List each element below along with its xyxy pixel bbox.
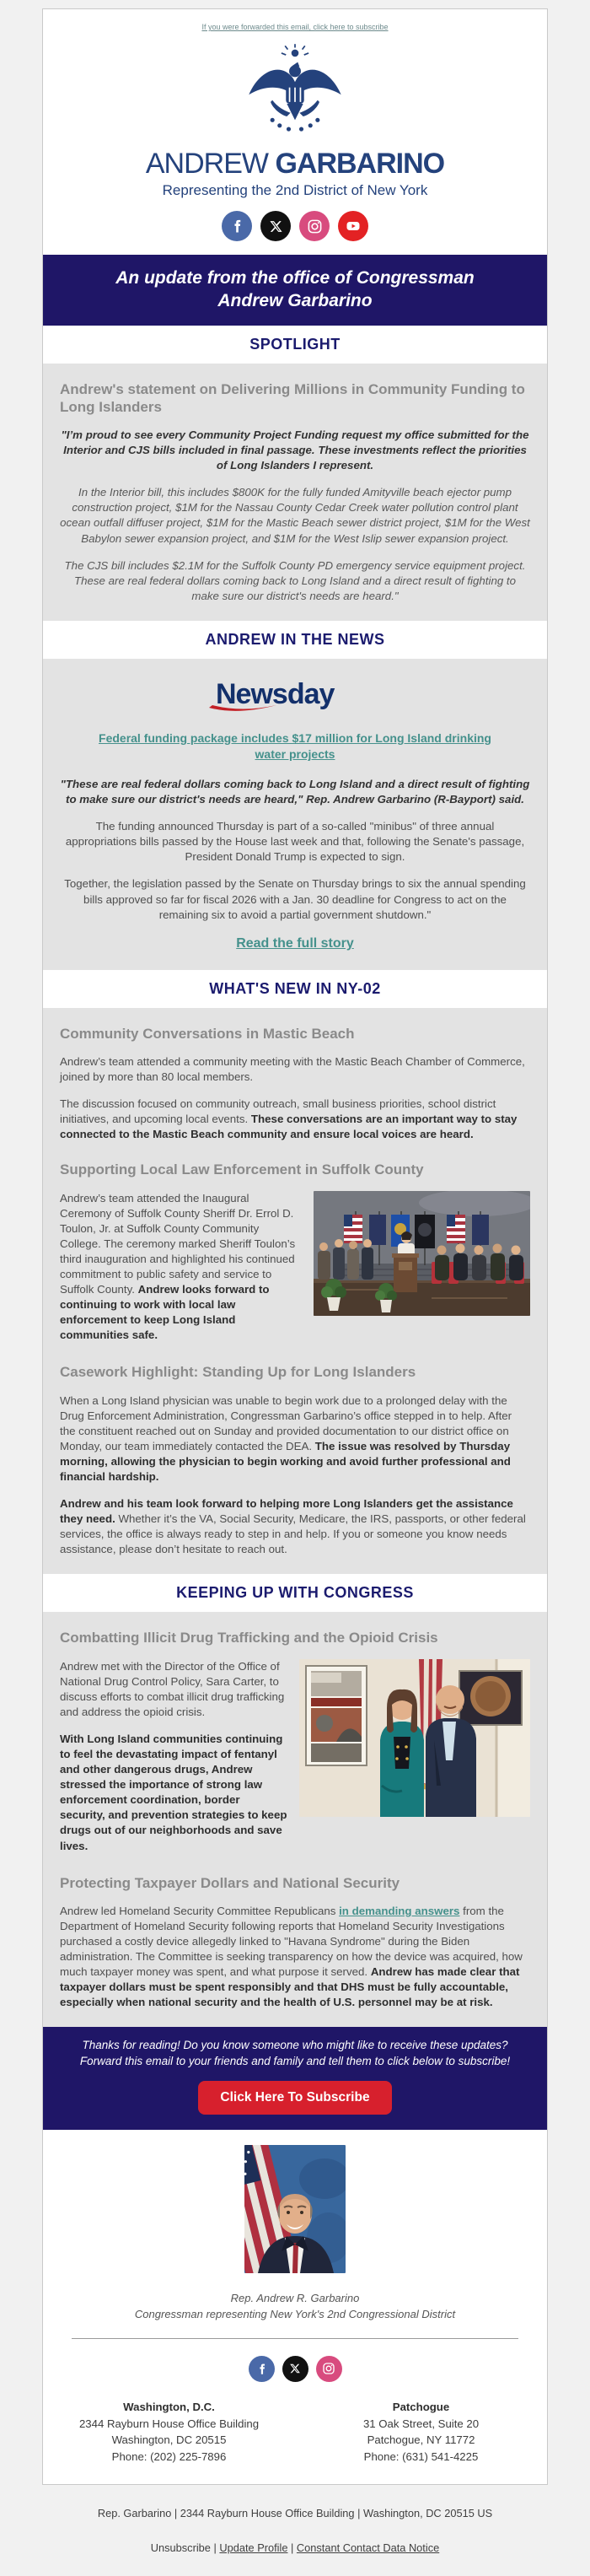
patchogue-office-title: Patchogue <box>392 2400 450 2413</box>
law-enforcement-paragraph <box>60 1191 302 1344</box>
legal-separator: | <box>213 2541 217 2555</box>
header-name-last: GARBARINO <box>275 148 445 180</box>
update-banner-line2: Andrew Garbarino <box>217 291 373 311</box>
portrait-photo <box>244 2145 346 2273</box>
taxpayer-paragraph <box>60 1904 530 2011</box>
great-seal-eagle-icon <box>245 127 345 142</box>
instagram-icon[interactable] <box>316 2356 342 2382</box>
thanks-message: Thanks for reading! Do you know someone who might like to receive these updates? Forward this email to your friends and family and tell them to click below to subscribe! <box>79 2039 511 2068</box>
x-twitter-icon[interactable] <box>260 211 291 241</box>
spotlight-quote: "I’m proud to see every Community Project Funding request my office submitted for the Interior and CJS bills included in final passage. These investments reflect the priorities of Long Islanders I represent. <box>61 428 529 472</box>
meeting-photo <box>299 1659 530 1817</box>
casework-paragraph-2 <box>60 1496 530 1557</box>
news-paragraph-2: Together, the legislation passed by the Senate on Thursday brings to six the annual spending bills approved so far for fiscal 2026 with a Jan. 30 deadline for Congress to act on the remaining six to avoid a partial government shutdown." <box>64 877 526 921</box>
news-quote: "These are real federal dollars coming back to Long Island and a direct result of fighting to make sure our district's needs are heard," Rep. Andrew Garbarino (R-Bayport) said. <box>60 778 530 806</box>
dc-office-title: Washington, D.C. <box>123 2400 215 2413</box>
mastic-p2-normal: The discussion focused on community outreach, small business priorities, school district initiatives, and upcoming local events. <box>60 1097 496 1126</box>
drug-heading: Combatting Illicit Drug Trafficking and the Opioid Crisis <box>60 1630 438 1646</box>
seal-wrap <box>43 37 547 143</box>
update-banner <box>43 255 547 326</box>
spotlight-paragraph-2: The CJS bill includes $2.1M for the Suffolk County PD emergency service equipment project. These are real federal dollars coming back to Long Island and a direct result of fighting to make sure our district's needs are heard." <box>64 558 526 602</box>
legal-separator: | <box>291 2541 294 2555</box>
dc-office-line2: Washington, DC 20515 <box>111 2433 227 2447</box>
footer-section <box>43 2130 547 2484</box>
casework-paragraph-1 <box>60 1393 530 1485</box>
portrait-caption-name: Rep. Andrew R. Garbarino <box>230 2292 360 2305</box>
mastic-paragraph-1: Andrew’s team attended a community meeting with the Mastic Beach Chamber of Commerce, joined by more than 80 local members. <box>60 1054 525 1084</box>
youtube-icon[interactable] <box>338 211 368 241</box>
taxpayer-heading: Protecting Taxpayer Dollars and National Security <box>60 1874 400 1891</box>
dc-office-phone: Phone: (202) 225-7896 <box>111 2450 227 2464</box>
svg-text:Newsday: Newsday <box>216 677 335 710</box>
header-tagline: Representing the 2nd District of New York <box>162 182 428 198</box>
facebook-icon[interactable] <box>249 2356 275 2382</box>
mastic-p2-bold: These conversations are an important way to stay connected to the Mastic Beach community and ensure local voices are heard. <box>60 1113 518 1141</box>
footer-social-row <box>43 2356 547 2382</box>
spotlight-section <box>43 364 547 621</box>
mastic-heading: Community Conversations in Mastic Beach <box>60 1025 355 1042</box>
drug-paragraph-1: Andrew met with the Director of the Office of National Drug Control Policy, Sara Carter, to discuss efforts to combat illicit drug trafficking and address the opioid crisis. <box>60 1659 285 1718</box>
congress-section <box>43 1612 547 2027</box>
band-congress <box>43 1574 547 1612</box>
law-enforcement-heading: Supporting Local Law Enforcement in Suffolk County <box>60 1161 424 1178</box>
drug-row <box>60 1659 530 1856</box>
legal-footer <box>0 2507 590 2554</box>
casework-p1-bold: The issue was resolved by Thursday morning, allowing the physician to begin working and avoid further professional and financial hardship. <box>60 1439 511 1483</box>
footer-divider <box>72 2338 518 2339</box>
drug-p2-bold: With Long Island communities continuing to feel the devastating impact of fentanyl and other dangerous drugs, Andrew stressed the importance of strong law enforcement coordination, border security, and prevention strategies to keep drugs out of our neighborhoods and save lives. <box>60 1732 287 1852</box>
spotlight-heading: Andrew's statement on Delivering Millions in Community Funding to Long Islanders <box>60 380 525 415</box>
office-addresses <box>43 2399 547 2466</box>
band-news <box>43 621 547 659</box>
casework-heading: Casework Highlight: Standing Up for Long Islanders <box>60 1364 416 1381</box>
band-news-label: ANDREW IN THE NEWS <box>205 630 385 648</box>
patchogue-office-line1: 31 Oak Street, Suite 20 <box>362 2417 480 2430</box>
forward-subscribe-link[interactable]: If you were forwarded this email, click here to subscribe <box>201 23 389 31</box>
header-name-first: ANDREW <box>145 148 268 180</box>
spotlight-paragraph-1: In the Interior bill, this includes $800K for the fully funded Amityville beach ejector pump construction project, $1M for the Nassau County Cedar Creek water pollution control plant ocean outfall diffuser project, $1M for the Mastic Beach sewer district project, $1M for the West Babylon sewer expansion project, and $1M for the West Islip sewer expansion project. <box>60 486 530 545</box>
legal-address-line: Rep. Garbarino | 2344 Rayburn House Office Building | Washington, DC 20515 US <box>97 2507 493 2520</box>
x-twitter-icon[interactable] <box>282 2356 308 2382</box>
tax-p-bold: Andrew has made clear that taxpayer dollars must be spent responsibly and that DHS must be fully accountable, especially when national security and the health of U.S. personnel may be at risk. <box>60 1965 520 2009</box>
header-name <box>43 148 547 181</box>
band-spotlight <box>43 326 547 364</box>
whats-new-section <box>43 1008 547 1575</box>
law-enforcement-row <box>60 1191 530 1345</box>
top-link-row <box>43 9 547 37</box>
dc-office-line1: 2344 Rayburn House Office Building <box>78 2417 260 2430</box>
law-p-normal: Andrew’s team attended the Inaugural Ceremony of Suffolk County Sheriff Dr. Errol D. Toulon, Jr. at Suffolk County Community College. The ceremony marked Sheriff Toulon’s third inauguration and highlighted his continued commitment to public safety and service to Suffolk County. <box>60 1191 296 1296</box>
dc-office-address <box>43 2399 295 2466</box>
band-whats-new-label: WHAT'S NEW IN NY-02 <box>209 979 381 997</box>
facebook-icon[interactable] <box>222 211 252 241</box>
tax-p-pre: Andrew led Homeland Security Committee Republicans <box>60 1904 340 1917</box>
newsday-logo <box>60 676 530 719</box>
law-p-bold: Andrew looks forward to continuing to work with local law enforcement to keep Long Island communities safe. <box>60 1283 270 1342</box>
casework-p1-normal: When a Long Island physician was unable to begin work due to a prolonged delay with the Drug Enforcement Administration, Congressman Garbarino’s office stepped in to help. After the constituent reached out on Sunday and provided documentation to our district office on Monday, our team immediately contacted the DEA. <box>60 1393 512 1452</box>
mastic-paragraph-2 <box>60 1097 530 1142</box>
portrait-caption-title: Congressman representing New York's 2nd Congressional District <box>134 2308 456 2320</box>
thanks-banner <box>43 2027 547 2130</box>
demanding-answers-link[interactable]: in demanding answers <box>339 1904 460 1917</box>
unsubscribe-link[interactable]: Unsubscribe <box>150 2541 211 2555</box>
news-paragraph-1: The funding announced Thursday is part of a so-called "minibus" of three annual appropriations bills passed by the House last week and that, following the Senate's passage, President Donald Trump is expected to sign. <box>65 820 525 864</box>
email-card <box>42 8 548 2485</box>
ceremony-photo <box>314 1191 530 1316</box>
casework-p2-bold: Andrew and his team look forward to helping more Long Islanders get the assistance they need. <box>60 1497 513 1526</box>
header-social-row <box>43 211 547 241</box>
tax-p-mid: from the Department of Homeland Security following reports that Homeland Security Investigations purchased a costly device allegedly linked to "Havana Syndrome" during the Biden administration. The Committee is seeking transparency on how the device was acquired, how much taxpayer money was spent, and what purpose it served. <box>60 1904 523 1979</box>
read-more-row <box>60 936 530 951</box>
subscribe-button[interactable]: Click Here To Subscribe <box>198 2081 391 2115</box>
update-banner-line1: An update from the office of Congressman <box>115 268 475 288</box>
patchogue-office-line2: Patchogue, NY 11772 <box>367 2433 475 2447</box>
drug-paragraph-2 <box>60 1732 287 1854</box>
news-section <box>43 659 547 970</box>
news-headline-link[interactable]: Federal funding package includes $17 million for Long Island drinking water projects <box>99 730 491 762</box>
band-spotlight-label: SPOTLIGHT <box>249 335 341 353</box>
band-congress-label: KEEPING UP WITH CONGRESS <box>176 1584 414 1602</box>
patchogue-office-phone: Phone: (631) 541-4225 <box>363 2450 479 2464</box>
update-profile-link[interactable]: Update Profile <box>219 2541 288 2555</box>
patchogue-office-address <box>295 2399 547 2466</box>
constant-contact-data-notice-link[interactable]: Constant Contact Data Notice <box>296 2541 440 2555</box>
read-full-story-link[interactable]: Read the full story <box>236 935 354 951</box>
instagram-icon[interactable] <box>299 211 330 241</box>
casework-p2-normal: Whether it’s the VA, Social Security, Medicare, the IRS, passports, or other federal services, the office is always ready to step in and help. If you or someone you know needs assistance, please don’t hesitate to reach out. <box>60 1512 526 1556</box>
band-whats-new <box>43 970 547 1008</box>
